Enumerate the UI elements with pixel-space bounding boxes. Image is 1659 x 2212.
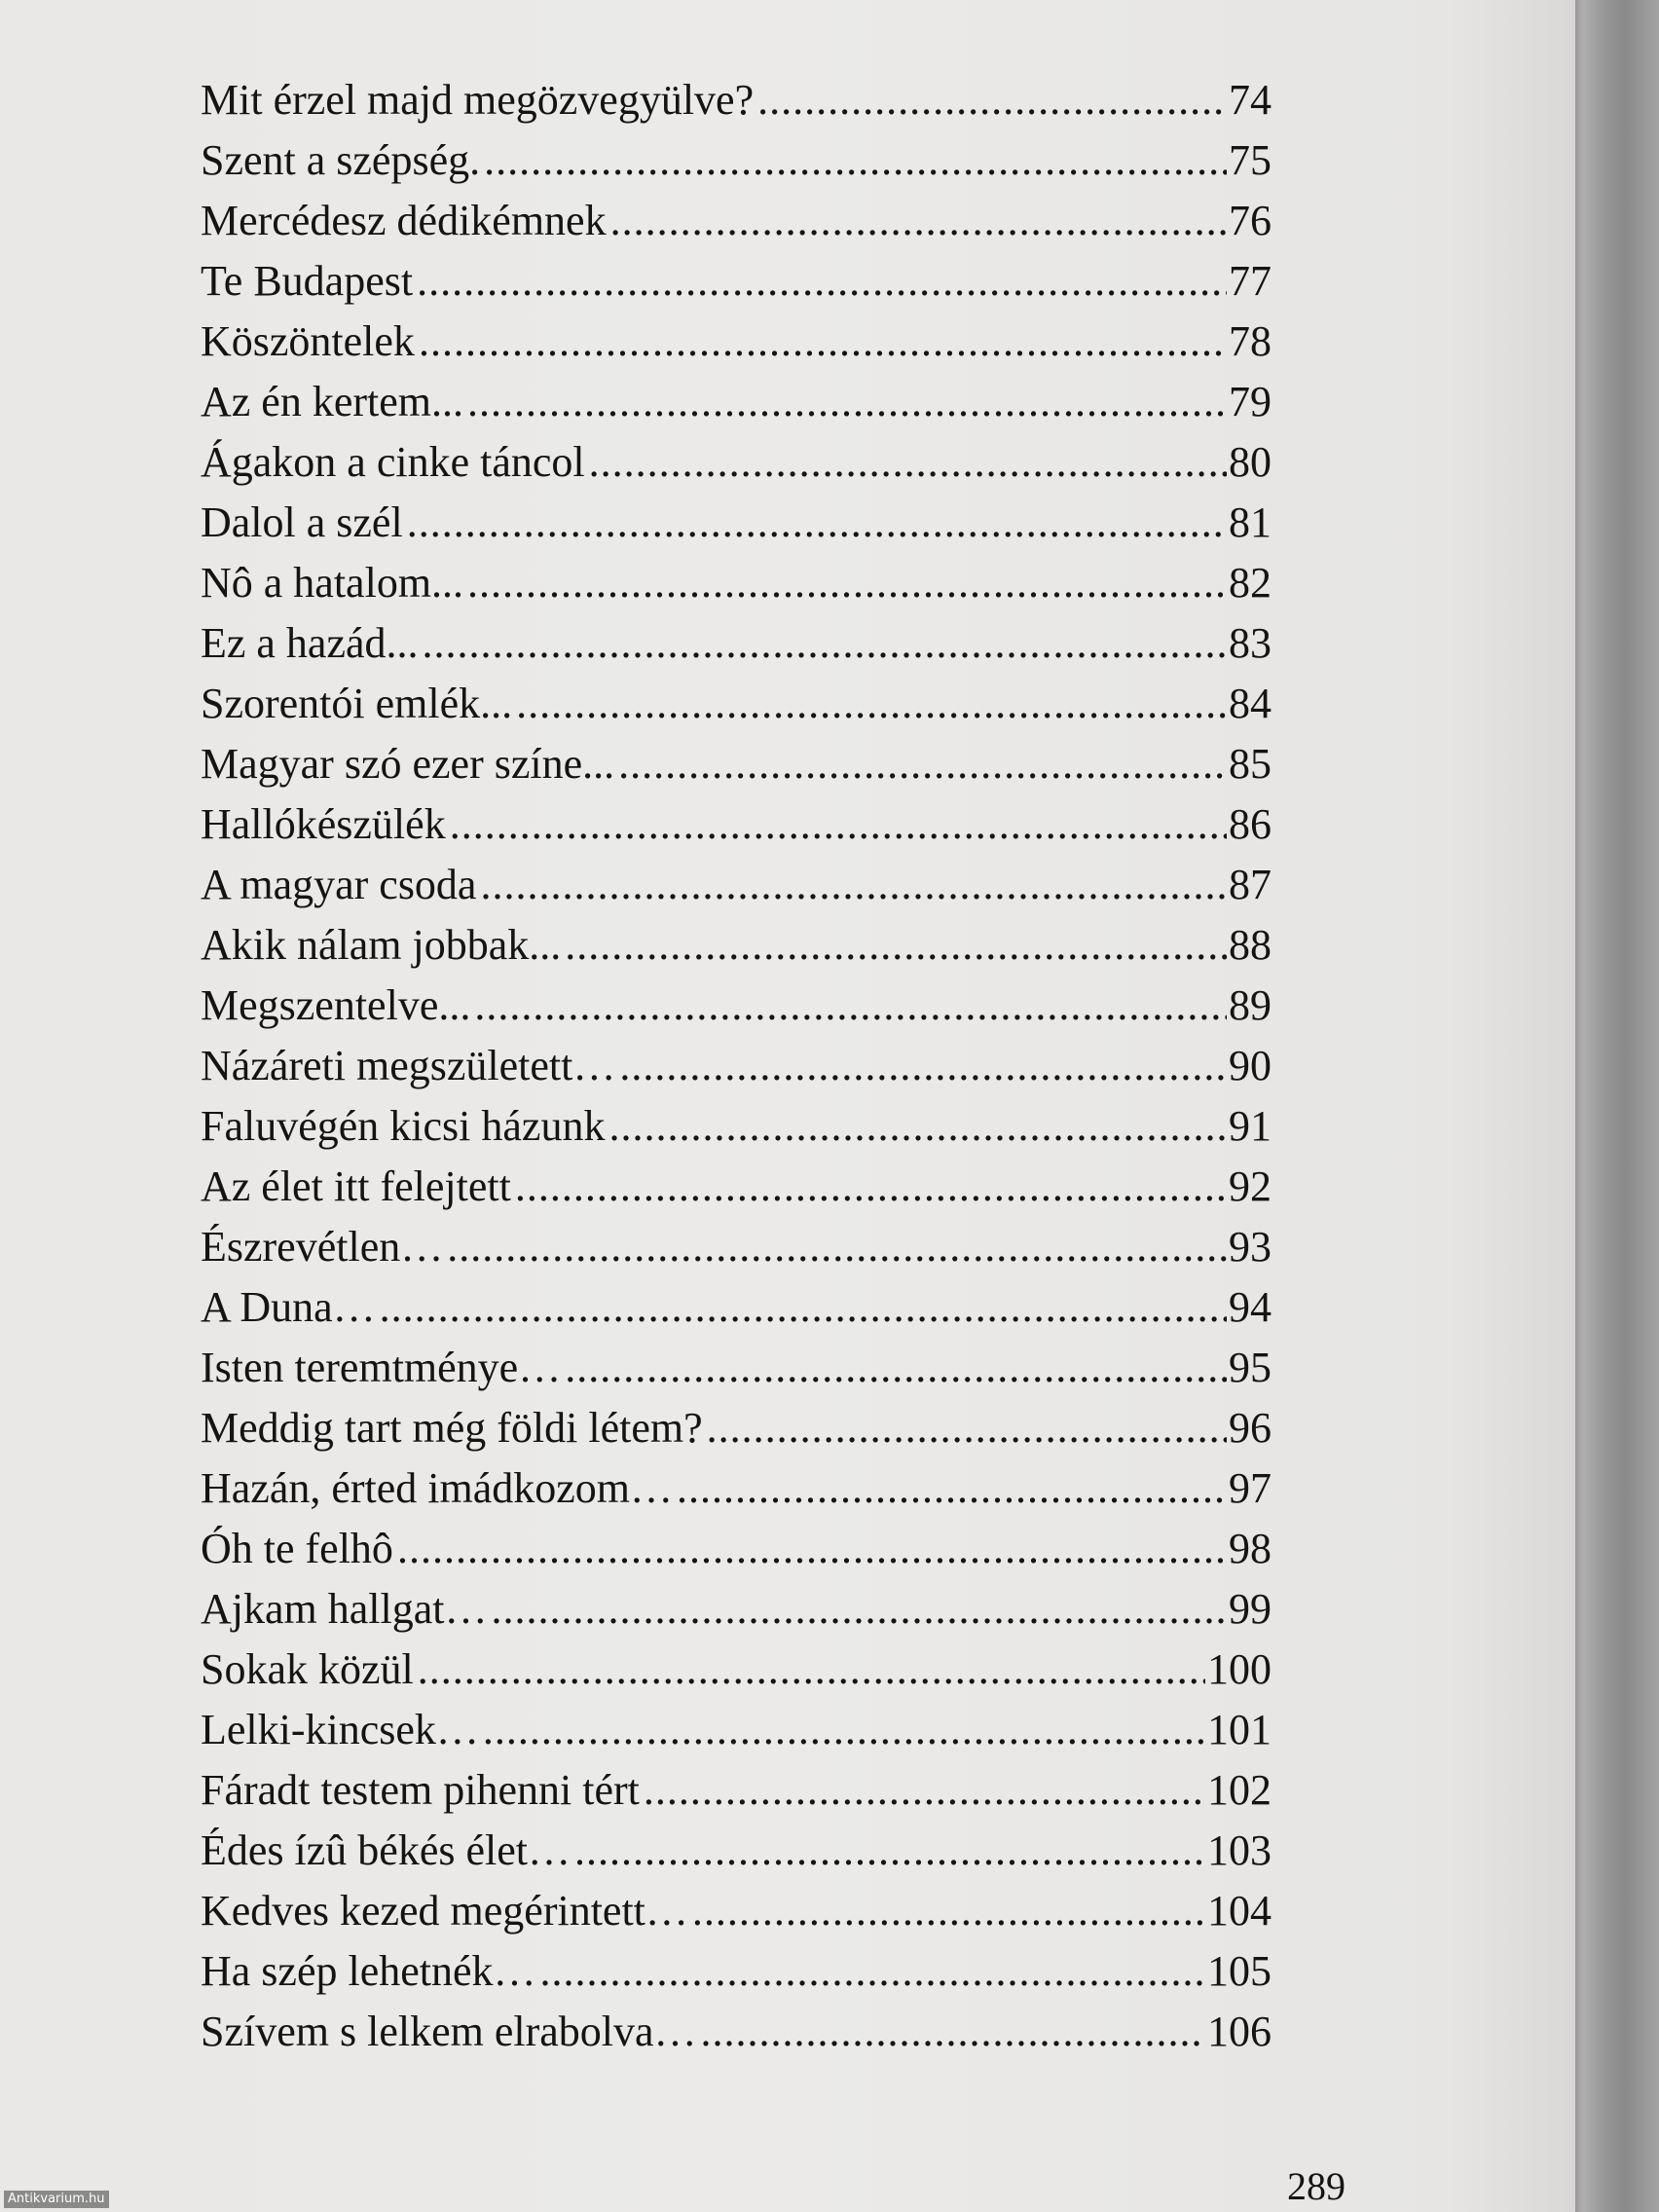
dot-leader [492,1579,1228,1640]
toc-entry-title: Meddig tart még földi létem? [201,1404,703,1452]
toc-entry-title: Szent a szépség. [201,136,481,184]
dot-leader [608,1096,1227,1157]
toc-entry [201,2002,1272,2062]
toc-entry-title: Ez a hazád... [201,619,419,667]
toc-entry-title: Észrevétlen… [201,1223,444,1271]
toc-entry [201,976,1272,1036]
toc-entry [201,1881,1272,1941]
toc-entry-page: 75 [1229,136,1272,184]
toc-entry [201,1821,1272,1881]
toc-entry-title: Magyar szó ezer színe... [201,740,615,788]
toc-entry [201,251,1272,312]
toc-entry [201,674,1272,734]
toc-entry [201,312,1272,372]
toc-entry-title: Az én kertem... [201,378,463,425]
toc-entry-title: Názáreti megszületett… [201,1042,616,1089]
toc-entry-page: 77 [1229,257,1272,305]
dot-leader [447,1217,1227,1277]
toc-entry-page: 88 [1229,921,1272,969]
table-of-contents [201,70,1272,2062]
dot-leader [417,251,1227,312]
toc-entry [201,1277,1272,1338]
toc-entry-page: 95 [1229,1344,1272,1391]
toc-entry-page: 74 [1229,76,1272,124]
dot-leader [407,493,1227,553]
toc-entry-page: 90 [1229,1042,1272,1089]
toc-entry-title: Az élet itt felejtett [201,1162,511,1210]
toc-entry-page: 101 [1207,1706,1272,1753]
toc-entry-page: 100 [1207,1645,1272,1693]
toc-entry-title: Sokak közül [201,1645,414,1693]
toc-entry [201,1398,1272,1458]
toc-entry-page: 86 [1229,800,1272,848]
toc-entry [201,915,1272,976]
toc-entry-title: A magyar csoda [201,861,477,908]
toc-entry-page: 92 [1229,1162,1272,1210]
dot-leader [644,1760,1205,1821]
dot-leader [618,734,1227,794]
toc-entry-title: Megszentelve... [201,981,471,1029]
dot-leader [380,1277,1227,1338]
toc-entry-page: 76 [1229,197,1272,244]
dot-leader [467,553,1227,613]
dot-leader [474,976,1227,1036]
toc-entry-title: Szívem s lelkem elrabolva… [201,2008,697,2055]
toc-entry [201,1096,1272,1157]
page-shadow [1575,0,1583,2212]
dot-leader [516,674,1227,734]
toc-entry [201,1217,1272,1277]
toc-entry [201,1640,1272,1700]
toc-entry-title: Ágakon a cinke táncol [201,438,585,486]
dot-leader [467,372,1227,432]
dot-leader [565,1338,1227,1398]
toc-entry [201,372,1272,432]
book-spine-edge [1575,0,1659,2212]
dot-leader [515,1157,1227,1217]
page-number: 289 [1287,2164,1346,2208]
toc-entry-page: 104 [1207,1887,1272,1935]
toc-entry-title: Ha szép lehetnék… [201,1947,536,1995]
toc-entry-title: Te Budapest [201,257,414,305]
toc-entry [201,553,1272,613]
dot-leader [450,794,1227,855]
toc-entry-title: Fáradt testem pihenni tért [201,1766,640,1814]
toc-entry-title: Hazán, érted imádkozom… [201,1464,674,1512]
toc-entry-page: 78 [1229,317,1272,365]
toc-entry [201,432,1272,493]
dot-leader [619,1036,1227,1096]
toc-entry [201,1579,1272,1640]
dot-leader [692,1881,1205,1941]
dot-leader [565,915,1227,976]
toc-entry [201,613,1272,674]
dot-leader [677,1458,1227,1519]
toc-entry-page: 102 [1207,1766,1272,1814]
toc-entry [201,130,1272,191]
dot-leader [701,2002,1205,2062]
toc-entry [201,493,1272,553]
toc-entry-page: 93 [1229,1223,1272,1271]
toc-entry-title: A Duna… [201,1283,376,1331]
toc-entry-page: 79 [1229,378,1272,425]
dot-leader [757,70,1227,130]
dot-leader [418,1640,1205,1700]
toc-entry [201,855,1272,915]
toc-entry-title: Szorentói emlék... [201,680,513,727]
toc-entry-page: 89 [1229,981,1272,1029]
dot-leader [540,1941,1205,2002]
toc-entry-page: 87 [1229,861,1272,908]
toc-entry-page: 83 [1229,619,1272,667]
toc-entry-page: 91 [1229,1102,1272,1150]
toc-entry-title: Dalol a szél [201,498,403,546]
toc-entry [201,734,1272,794]
toc-entry [201,1157,1272,1217]
toc-entry-title: Mit érzel majd megözvegyülve? [201,76,755,124]
toc-entry-title: Faluvégén kicsi házunk [201,1102,606,1150]
toc-entry-page: 99 [1229,1585,1272,1633]
toc-entry-page: 96 [1229,1404,1272,1452]
toc-entry-page: 106 [1207,2008,1272,2055]
dot-leader [574,1821,1205,1881]
toc-entry [201,794,1272,855]
toc-entry [201,1519,1272,1579]
toc-entry-title: Hallókészülék [201,800,446,848]
toc-entry-title: Isten teremtménye… [201,1344,562,1391]
dot-leader [480,855,1227,915]
dot-leader [397,1519,1227,1579]
dot-leader [419,312,1227,372]
dot-leader [484,130,1227,191]
toc-entry [201,191,1272,251]
dot-leader [610,191,1227,251]
toc-entry-page: 98 [1229,1525,1272,1572]
toc-entry-title: Nô a hatalom... [201,559,464,607]
toc-entry-title: Óh te felhô [201,1525,393,1572]
toc-entry-page: 85 [1229,740,1272,788]
toc-entry [201,1458,1272,1519]
dot-leader [483,1700,1205,1760]
toc-entry-title: Köszöntelek [201,317,415,365]
toc-entry-title: Lelki-kincsek… [201,1706,479,1753]
toc-entry-page: 94 [1229,1283,1272,1331]
toc-entry [201,1760,1272,1821]
toc-entry-page: 81 [1229,498,1272,546]
toc-entry [201,1700,1272,1760]
toc-entry-page: 103 [1207,1826,1272,1874]
toc-entry-title: Akik nálam jobbak... [201,921,562,969]
dot-leader [707,1398,1227,1458]
toc-entry-page: 105 [1207,1947,1272,1995]
toc-entry-title: Ajkam hallgat… [201,1585,488,1633]
toc-entry-page: 82 [1229,559,1272,607]
toc-entry [201,1036,1272,1096]
toc-entry-title: Kedves kezed megérintett… [201,1887,688,1935]
dot-leader [423,613,1227,674]
toc-entry-title: Mercédesz dédikémnek [201,197,607,244]
toc-entry-page: 97 [1229,1464,1272,1512]
toc-entry [201,70,1272,130]
toc-entry-title: Édes ízû békés élet… [201,1826,571,1874]
toc-entry [201,1338,1272,1398]
toc-entry [201,1941,1272,2002]
toc-entry-page: 80 [1229,438,1272,486]
toc-entry-page: 84 [1229,680,1272,727]
watermark: Antikvarium.hu [4,2191,109,2208]
dot-leader [589,432,1227,493]
